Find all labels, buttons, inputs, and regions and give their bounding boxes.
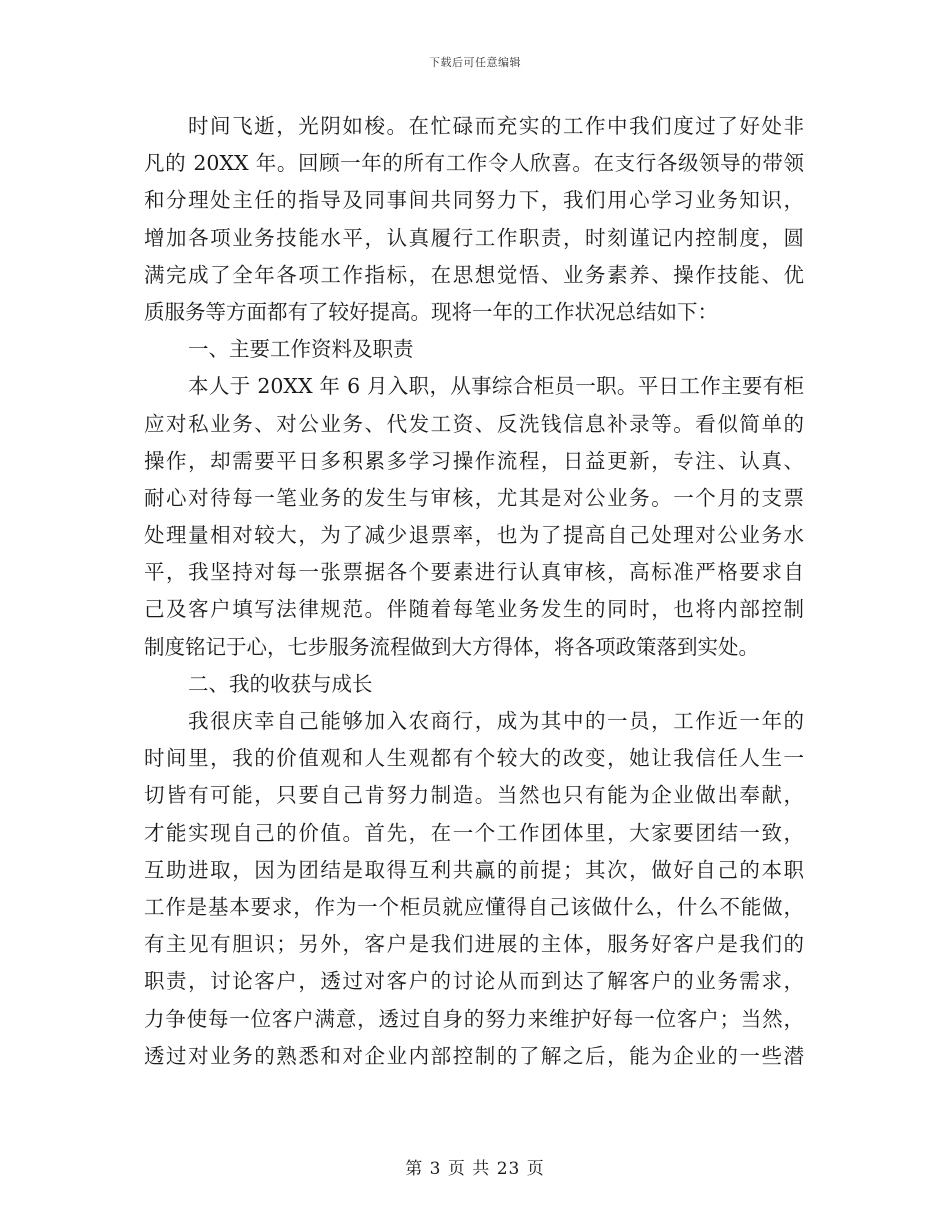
paragraph-line: 互助进取，因为团结是取得互利共赢的前提；其次，做好自己的本职 bbox=[144, 857, 804, 882]
paragraph-line: 有主见有胆识；另外，客户是我们进展的主体，服务好客户是我们的 bbox=[144, 932, 804, 957]
paragraph-line: 耐心对待每一笔业务的发生与审核，尤其是对公业务。一个月的支票 bbox=[144, 485, 804, 510]
paragraph-line: 处理量相对较大，为了减少退票率，也为了提高自己处理对公业务水 bbox=[144, 523, 804, 548]
paragraph-line: 和分理处主任的指导及同事间共同努力下，我们用心学习业务知识， bbox=[144, 188, 804, 213]
header-note: 下载后可任意编辑 bbox=[429, 56, 521, 69]
paragraph-line: 平，我坚持对每一张票据各个要素进行认真审核，高标准严格要求自 bbox=[144, 560, 804, 585]
page-number-footer: 第 3 页 共 23 页 bbox=[405, 1159, 545, 1179]
paragraph-line: 我很庆幸自己能够加入农商行，成为其中的一员，工作近一年的 bbox=[188, 709, 804, 733]
paragraph-line: 质服务等方面都有了较好提高。现将一年的工作状况总结如下： bbox=[144, 299, 718, 324]
section-heading: 二、我的收获与成长 bbox=[188, 671, 373, 696]
paragraph-line: 才能实现自己的价值。首先，在一个工作团体里，大家要团结一致， bbox=[144, 820, 804, 845]
body-text bbox=[144, 108, 804, 1075]
paragraph-line: 切皆有可能，只要自己肯努力制造。当然也只有能为企业做出奉献， bbox=[144, 783, 804, 808]
paragraph-line: 己及客户填写法律规范。伴随着每笔业务发生的同时，也将内部控制 bbox=[144, 597, 804, 622]
paragraph-line: 凡的 20XX 年。回顾一年的所有工作令人欣喜。在支行各级领导的带领 bbox=[144, 151, 804, 176]
section-heading: 一、主要工作资料及职责 bbox=[188, 337, 414, 362]
paragraph-line: 应对私业务、对公业务、代发工资、反洗钱信息补录等。看似简单的 bbox=[144, 411, 804, 436]
paragraph-line: 工作是基本要求，作为一个柜员就应懂得自己该做什么，什么不能做， bbox=[144, 894, 804, 919]
paragraph-line: 职责，讨论客户，透过对客户的讨论从而到达了解客户的业务需求， bbox=[144, 969, 804, 994]
paragraph-line: 制度铭记于心，七步服务流程做到大方得体，将各项政策落到实处。 bbox=[144, 634, 759, 659]
paragraph-line: 透过对业务的熟悉和对企业内部控制的了解之后，能为企业的一些潜 bbox=[144, 1043, 804, 1068]
paragraph-line: 力争使每一位客户满意，透过自身的努力来维护好每一位客户；当然， bbox=[144, 1006, 804, 1031]
paragraph-line: 时间飞逝，光阴如梭。在忙碌而充实的工作中我们度过了好处非 bbox=[188, 114, 804, 138]
paragraph-line: 满完成了全年各项工作指标，在思想觉悟、业务素养、操作技能、优 bbox=[144, 262, 804, 287]
paragraph-line: 本人于 20XX 年 6 月入职，从事综合柜员一职。平日工作主要有柜 bbox=[188, 374, 804, 399]
paragraph-line: 增加各项业务技能水平，认真履行工作职责，时刻谨记内控制度，圆 bbox=[144, 225, 804, 250]
paragraph-line: 时间里，我的价值观和人生观都有个较大的改变，她让我信任人生一 bbox=[144, 746, 804, 771]
paragraph-line: 操作，却需要平日多积累多学习操作流程，日益更新，专注、认真、 bbox=[144, 448, 804, 473]
